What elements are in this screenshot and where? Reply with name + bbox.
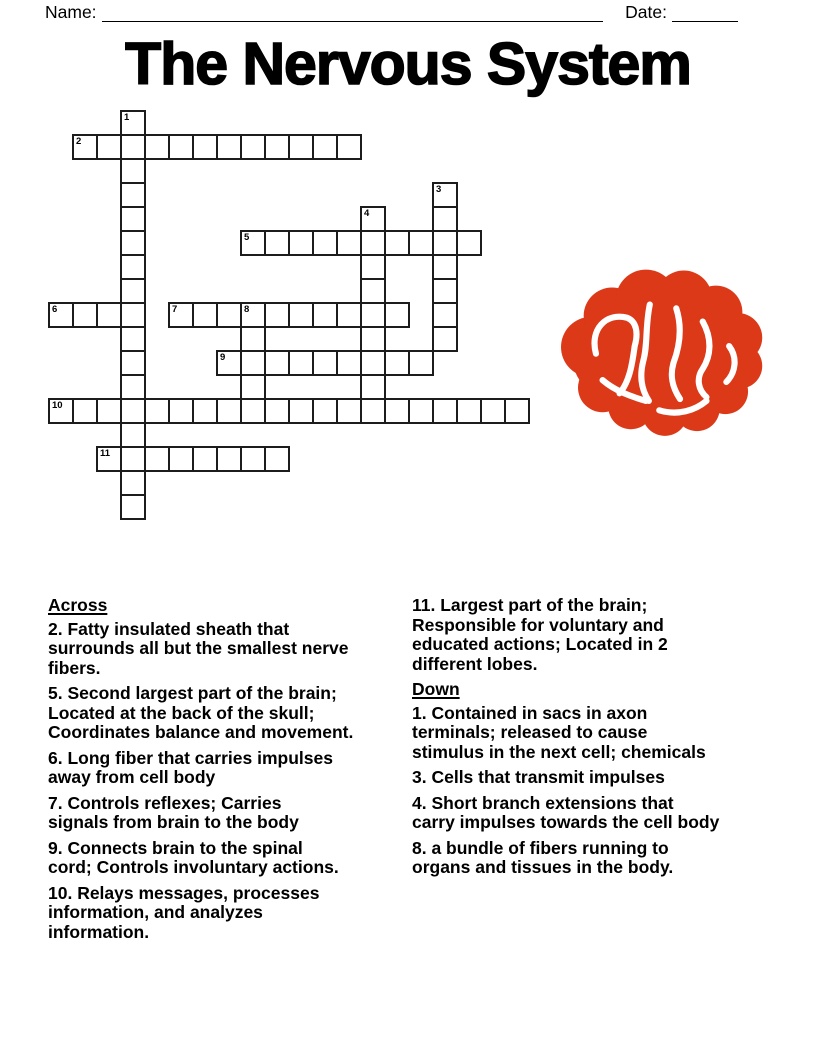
- across-clue-list: [48, 620, 408, 943]
- grid-cell[interactable]: [240, 350, 266, 376]
- clue-line: cord; Controls involuntary actions.: [48, 857, 339, 877]
- crossword-grid: [48, 110, 532, 522]
- clue-line: 6. Long fiber that carries impulses: [48, 747, 333, 768]
- grid-cell[interactable]: [432, 206, 458, 232]
- grid-cell[interactable]: [240, 446, 266, 472]
- down-clues-column: [412, 596, 794, 884]
- grid-cell[interactable]: [312, 302, 338, 328]
- grid-cell[interactable]: [240, 326, 266, 352]
- grid-cell[interactable]: [120, 494, 146, 520]
- grid-cell[interactable]: [432, 254, 458, 280]
- grid-cell[interactable]: [96, 398, 122, 424]
- clue-line: 7. Controls reflexes; Carries: [48, 792, 282, 813]
- down-clue-list: [412, 704, 794, 878]
- grid-cell[interactable]: [432, 182, 458, 208]
- grid-cell[interactable]: [168, 134, 194, 160]
- clue-line: educated actions; Located in 2: [412, 634, 668, 654]
- grid-cell[interactable]: [120, 230, 146, 256]
- grid-cell[interactable]: [240, 398, 266, 424]
- grid-cell[interactable]: [120, 374, 146, 400]
- clue-5: [48, 684, 408, 743]
- grid-cell[interactable]: [408, 350, 434, 376]
- grid-cell[interactable]: [264, 230, 290, 256]
- clue-number-8: 8: [244, 304, 250, 315]
- worksheet-title: The Nervous System: [125, 31, 691, 97]
- grid-cell[interactable]: [360, 206, 386, 232]
- grid-cell[interactable]: [192, 134, 218, 160]
- clue-line: 10. Relays messages, processes: [48, 882, 320, 903]
- clue-4: [412, 794, 794, 833]
- grid-cell[interactable]: [192, 398, 218, 424]
- grid-cell[interactable]: [168, 446, 194, 472]
- grid-cell[interactable]: [360, 230, 386, 256]
- grid-cell[interactable]: [168, 302, 194, 328]
- grid-cell[interactable]: [288, 398, 314, 424]
- grid-cell[interactable]: [384, 302, 410, 328]
- grid-cell[interactable]: [96, 302, 122, 328]
- clue-line: fibers.: [48, 657, 101, 678]
- grid-cell[interactable]: [168, 398, 194, 424]
- clue-line: 2. Fatty insulated sheath that: [48, 618, 290, 639]
- grid-cell[interactable]: [120, 206, 146, 232]
- grid-cell[interactable]: [312, 398, 338, 424]
- clue-line: 8. a bundle of fibers running to: [412, 837, 669, 858]
- clue-number-7: 7: [172, 304, 178, 315]
- clue-line: Located at the back of the skull;: [48, 702, 315, 723]
- clue-line: Coordinates balance and movement.: [48, 722, 354, 742]
- grid-cell[interactable]: [48, 398, 74, 424]
- grid-cell[interactable]: [72, 398, 98, 424]
- grid-cell[interactable]: [48, 302, 74, 328]
- grid-cell[interactable]: [432, 278, 458, 304]
- clue-line: 11. Largest part of the brain;: [412, 595, 648, 615]
- grid-cell[interactable]: [432, 326, 458, 352]
- grid-cell[interactable]: [312, 350, 338, 376]
- grid-cell[interactable]: [144, 446, 170, 472]
- grid-cell[interactable]: [384, 350, 410, 376]
- clue-1: [412, 704, 794, 763]
- name-label: Name:: [45, 2, 97, 22]
- grid-cell[interactable]: [216, 350, 242, 376]
- clue-7: [48, 794, 408, 833]
- down-heading: Down: [412, 679, 460, 699]
- grid-cell[interactable]: [120, 446, 146, 472]
- clue-number-10: 10: [52, 400, 63, 411]
- grid-cell[interactable]: [240, 134, 266, 160]
- grid-cell[interactable]: [240, 230, 266, 256]
- grid-cell[interactable]: [120, 254, 146, 280]
- across-heading: Across: [48, 595, 108, 615]
- clue-number-3: 3: [436, 184, 442, 195]
- grid-cell[interactable]: [120, 326, 146, 352]
- clue-line: 5. Second largest part of the brain;: [48, 683, 337, 703]
- clue-number-11: 11: [100, 448, 111, 459]
- clue-line: terminals; released to cause: [412, 722, 648, 742]
- grid-cell[interactable]: [120, 398, 146, 424]
- clue-10: [48, 884, 408, 943]
- grid-cell[interactable]: [120, 110, 146, 136]
- across-clues-column: [48, 596, 408, 948]
- grid-cell[interactable]: [72, 134, 98, 160]
- grid-cell[interactable]: [264, 446, 290, 472]
- clue-line: 4. Short branch extensions that: [412, 792, 674, 813]
- grid-cell[interactable]: [504, 398, 530, 424]
- grid-cell[interactable]: [360, 398, 386, 424]
- grid-cell[interactable]: [216, 134, 242, 160]
- grid-cell[interactable]: [264, 302, 290, 328]
- grid-cell[interactable]: [360, 326, 386, 352]
- clue-line: away from cell body: [48, 767, 216, 787]
- grid-cell[interactable]: [312, 230, 338, 256]
- grid-cell[interactable]: [216, 398, 242, 424]
- grid-cell[interactable]: [240, 374, 266, 400]
- across-clue-list-continued: [412, 596, 794, 674]
- grid-cell[interactable]: [264, 350, 290, 376]
- clue-9: [48, 839, 408, 878]
- clue-line: 1. Contained in sacs in axon: [412, 702, 648, 723]
- clue-line: stimulus in the next cell; chemicals: [412, 741, 706, 762]
- grid-cell[interactable]: [360, 254, 386, 280]
- clue-number-6: 6: [52, 304, 58, 315]
- grid-cell[interactable]: [120, 422, 146, 448]
- grid-cell[interactable]: [120, 158, 146, 184]
- grid-cell[interactable]: [288, 350, 314, 376]
- grid-cell[interactable]: [264, 398, 290, 424]
- clue-number-2: 2: [76, 136, 82, 147]
- grid-cell[interactable]: [336, 230, 362, 256]
- grid-cell[interactable]: [456, 230, 482, 256]
- clue-number-4: 4: [364, 208, 370, 219]
- clue-line: different lobes.: [412, 653, 538, 674]
- grid-cell[interactable]: [120, 134, 146, 160]
- date-fill-line[interactable]: [672, 4, 738, 22]
- brain-icon: [544, 256, 766, 440]
- grid-cell[interactable]: [288, 302, 314, 328]
- grid-cell[interactable]: [360, 278, 386, 304]
- clue-3: [412, 768, 794, 788]
- grid-cell[interactable]: [336, 134, 362, 160]
- grid-cell[interactable]: [216, 446, 242, 472]
- grid-cell[interactable]: [264, 134, 290, 160]
- grid-cell[interactable]: [312, 134, 338, 160]
- clue-line: 3. Cells that transmit impulses: [412, 767, 665, 787]
- grid-cell[interactable]: [432, 230, 458, 256]
- clue-2: [48, 620, 408, 679]
- grid-cell[interactable]: [120, 302, 146, 328]
- clue-number-9: 9: [220, 352, 226, 363]
- grid-cell[interactable]: [408, 230, 434, 256]
- grid-cell[interactable]: [96, 134, 122, 160]
- clue-line: signals from brain to the body: [48, 812, 299, 832]
- grid-cell[interactable]: [120, 182, 146, 208]
- grid-cell[interactable]: [360, 302, 386, 328]
- clue-number-5: 5: [244, 232, 250, 243]
- grid-cell[interactable]: [120, 278, 146, 304]
- grid-cell[interactable]: [384, 398, 410, 424]
- clue-line: carry impulses towards the cell body: [412, 812, 720, 832]
- grid-cell[interactable]: [120, 350, 146, 376]
- grid-cell[interactable]: [360, 374, 386, 400]
- grid-cell[interactable]: [456, 398, 482, 424]
- grid-cell[interactable]: [360, 350, 386, 376]
- clue-line: information.: [48, 921, 150, 942]
- clue-line: organs and tissues in the body.: [412, 857, 674, 877]
- grid-cell[interactable]: [96, 446, 122, 472]
- grid-cell[interactable]: [240, 302, 266, 328]
- grid-cell[interactable]: [288, 230, 314, 256]
- grid-cell[interactable]: [216, 302, 242, 328]
- grid-cell[interactable]: [192, 302, 218, 328]
- grid-cell[interactable]: [336, 398, 362, 424]
- grid-cell[interactable]: [192, 446, 218, 472]
- grid-cell[interactable]: [336, 350, 362, 376]
- grid-cell[interactable]: [336, 302, 362, 328]
- grid-cell[interactable]: [480, 398, 506, 424]
- clue-line: surrounds all but the smallest nerve: [48, 638, 349, 658]
- clue-11: [412, 596, 794, 674]
- clue-line: 9. Connects brain to the spinal: [48, 837, 303, 858]
- grid-cell[interactable]: [288, 134, 314, 160]
- grid-cell[interactable]: [144, 398, 170, 424]
- date-label: Date:: [625, 2, 667, 22]
- grid-cell[interactable]: [384, 230, 410, 256]
- clue-line: information, and analyzes: [48, 902, 263, 922]
- clue-6: [48, 749, 408, 788]
- clue-line: Responsible for voluntary and: [412, 614, 664, 635]
- clue-8: [412, 839, 794, 878]
- grid-cell[interactable]: [408, 398, 434, 424]
- grid-cell[interactable]: [72, 302, 98, 328]
- grid-cell[interactable]: [432, 398, 458, 424]
- worksheet-header: [45, 2, 738, 22]
- grid-cell[interactable]: [120, 470, 146, 496]
- grid-cell[interactable]: [432, 302, 458, 328]
- clue-number-1: 1: [124, 112, 130, 123]
- name-fill-line[interactable]: [102, 4, 604, 22]
- grid-cell[interactable]: [144, 134, 170, 160]
